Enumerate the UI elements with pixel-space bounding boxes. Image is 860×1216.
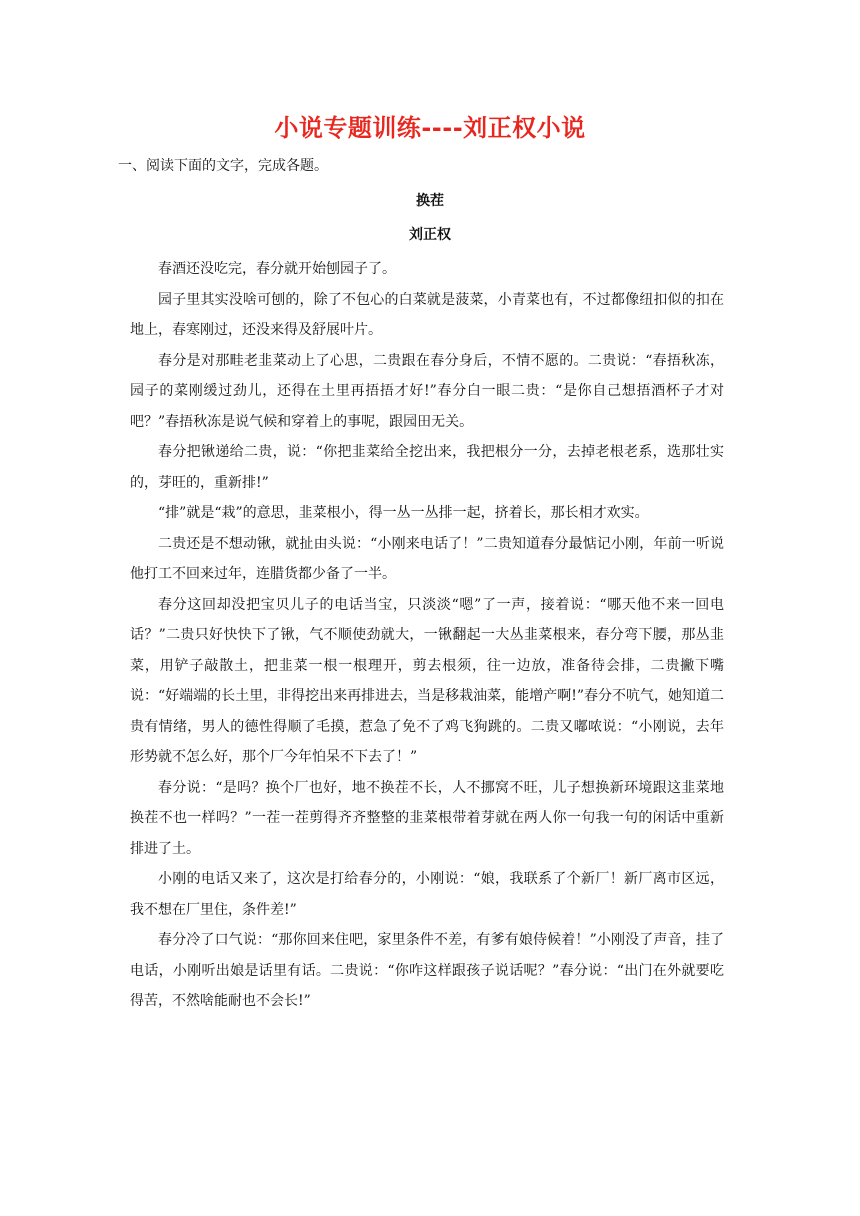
paragraph: 春分说：“是吗？换个厂也好，地不换茬不长，人不挪窝不旺，儿子想换新环境跟这韭菜地换茬不也一样吗？”一茬一茬剪得齐齐整整的韭菜根带着芽就在两人你一句我一句的闲话中重新排进了土。 bbox=[130, 779, 724, 857]
paragraph: 春分把锹递给二贵，说：“你把韭菜给全挖出来，我把根分一分，去掉老根老系，选那壮实的，芽旺的，重新排!” bbox=[130, 444, 724, 491]
paragraph: 园子里其实没啥可刨的，除了不包心的白菜就是菠菜，小青菜也有，不过都像纽扣似的扣在地上，春寒刚过，还没来得及舒展叶片。 bbox=[130, 291, 724, 338]
paragraph: 二贵还是不想动锹，就扯由头说：“小刚来电话了！”二贵知道春分最惦记小刚，年前一听说他打工不回来过年，连腊货都少备了一半。 bbox=[130, 535, 724, 582]
paragraph: 春分冷了口气说：“那你回来住吧，家里条件不差，有爹有娘侍候着！”小刚没了声音，挂了电话，小刚听出娘是话里有话。二贵说：“你咋这样跟孩子说话呢？”春分说：“出门在外就要吃得苦，不然啥能耐也不会长!” bbox=[130, 932, 724, 1009]
section-heading: 一、阅读下面的文字，完成各题。 bbox=[118, 158, 328, 174]
paragraph: 小刚的电话又来了，这次是打给春分的，小刚说：“娘，我联系了个新厂！新厂离市区远，我不想在厂里住，条件差!” bbox=[130, 871, 724, 918]
story-title: 换茬 bbox=[416, 193, 444, 209]
paragraph: 春分是对那畦老韭菜动上了心思，二贵跟在春分身后，不情不愿的。二贵说：“春捂秋冻，园子的菜刚缓过劲儿，还得在土里再捂捂才好!”春分白一眼二贵：“是你自己想捂酒杯子才对吧？”春捂秋冻是说气候和穿着上的事呢，跟园田无关。 bbox=[130, 352, 724, 430]
paragraph: 春分这回却没把宝贝儿子的电话当宝，只淡淡“嗯”了一声，接着说：“哪天他不来一回电话？”二贵只好快快下了锹，气不顺使劲就大，一锹翻起一大丛韭菜根来，春分弯下腰，那丛韭菜，用铲子敲散土，把韭菜一根一根理开，剪去根须，往一边放，准备待会排，二贵撇下嘴说：“好端端的长土里，非得挖出来再排进去，当是移栽油菜，能增产啊!”春分不吭气，她知道二贵有情绪，男人的德性得顺了毛摸，惹急了免不了鸡飞狗跳的。二贵又嘟哝说：“小刚说，去年形势就不怎么好，那个厂今年怕呆不下去了！” bbox=[130, 596, 724, 765]
paragraph: “排”就是“栽”的意思，韭菜根小，得一丛一丛排一起，挤着长，那长相才欢实。 bbox=[158, 505, 649, 521]
document-title: 小说专题训练----刘正权小说 bbox=[274, 114, 586, 142]
story-body bbox=[130, 254, 724, 1017]
paragraph: 春酒还没吃完，春分就开始刨园子了。 bbox=[158, 261, 396, 277]
story-author: 刘正权 bbox=[409, 227, 451, 243]
